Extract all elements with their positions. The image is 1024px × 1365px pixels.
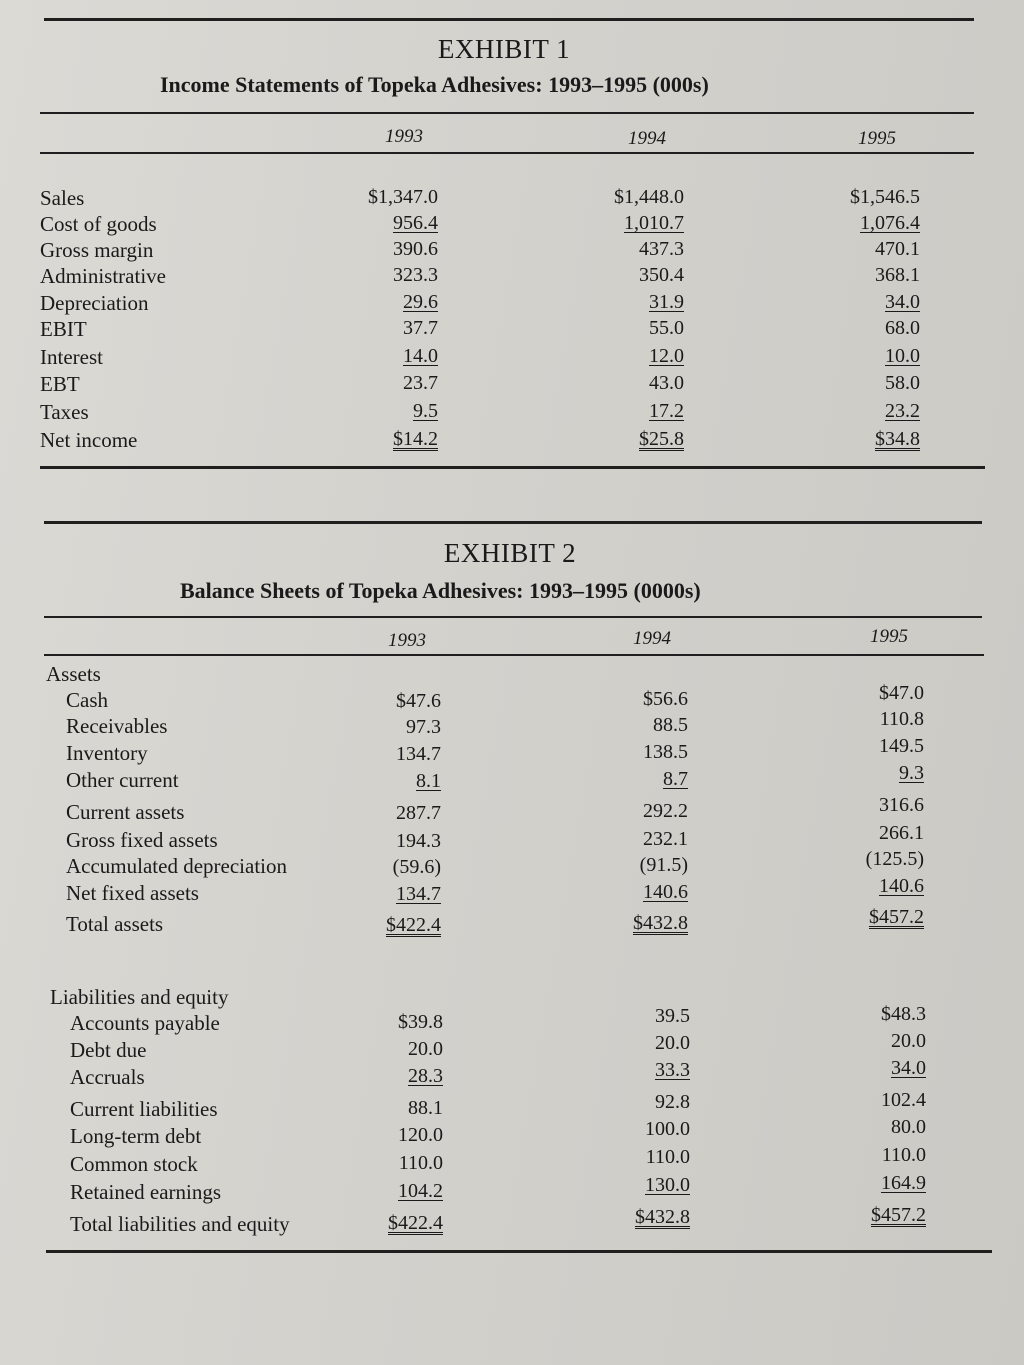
liabilities-heading: Liabilities and equity: [50, 985, 229, 1009]
value-cell-1993: $422.4: [388, 1212, 443, 1234]
value-cell-1995: (125.5): [865, 848, 924, 870]
value-cell-1993: $47.6: [396, 690, 441, 712]
value-cell-1995: 34.0: [891, 1057, 926, 1079]
value-cell-1993: 14.0: [403, 345, 438, 367]
exhibit1-subtitle-rule: [40, 112, 974, 114]
exhibit2-year-1993: 1993: [388, 630, 426, 651]
value-cell-1993: 8.1: [416, 770, 441, 792]
value-cell-1995: 20.0: [891, 1030, 926, 1052]
value-cell-1994: 17.2: [649, 400, 684, 422]
value-cell-1993: 104.2: [398, 1180, 443, 1202]
row-label: Retained earnings: [70, 1180, 222, 1204]
row-label: Net fixed assets: [66, 881, 199, 905]
value-cell-1994: 350.4: [639, 264, 684, 286]
exhibit1-year-1994: 1994: [628, 128, 666, 149]
exhibit2-bottom-rule: [46, 1250, 992, 1253]
value-cell-1993: $14.2: [393, 428, 438, 450]
value-cell-1993: 28.3: [408, 1065, 443, 1087]
value-cell-1995: $47.0: [879, 682, 924, 704]
value-cell-1994: 55.0: [649, 317, 684, 339]
value-cell-1993: 120.0: [398, 1124, 443, 1146]
row-label: Long-term debt: [70, 1124, 202, 1148]
value-cell-1994: 88.5: [653, 714, 688, 736]
value-cell-1994: 110.0: [645, 1146, 690, 1168]
value-cell-1995: 9.3: [899, 762, 924, 784]
row-label: Common stock: [70, 1152, 198, 1176]
row-label: Interest: [40, 345, 103, 369]
value-cell-1994: 31.9: [649, 291, 684, 313]
value-cell-1993: $39.8: [398, 1011, 443, 1033]
value-cell-1995: 58.0: [885, 372, 920, 394]
value-cell-1993: $1,347.0: [368, 186, 438, 208]
value-cell-1993: $422.4: [386, 914, 441, 936]
row-label: Cash: [66, 688, 108, 712]
value-cell-1994: $1,448.0: [614, 186, 684, 208]
value-cell-1995: $457.2: [869, 906, 924, 928]
row-label: Gross fixed assets: [66, 828, 218, 852]
value-cell-1993: (59.6): [392, 856, 441, 878]
value-cell-1994: 292.2: [643, 800, 688, 822]
value-cell-1993: 110.0: [398, 1152, 443, 1174]
row-label: Total assets: [66, 912, 164, 936]
value-cell-1995: 164.9: [881, 1172, 926, 1194]
row-label: Current liabilities: [70, 1097, 218, 1121]
value-cell-1995: 68.0: [885, 317, 920, 339]
value-cell-1995: 110.8: [879, 708, 924, 730]
value-cell-1995: 316.6: [879, 794, 924, 816]
value-cell-1995: $34.8: [875, 428, 920, 450]
exhibit1-top-rule: [44, 18, 974, 21]
value-cell-1993: 37.7: [403, 317, 438, 339]
value-cell-1995: 23.2: [885, 400, 920, 422]
value-cell-1994: 100.0: [645, 1118, 690, 1140]
value-cell-1993: 194.3: [396, 830, 441, 852]
value-cell-1994: (91.5): [639, 854, 688, 876]
value-cell-1994: 43.0: [649, 372, 684, 394]
value-cell-1993: 97.3: [406, 716, 441, 738]
value-cell-1993: 29.6: [403, 291, 438, 313]
value-cell-1994: 1,010.7: [624, 212, 684, 234]
value-cell-1994: 39.5: [655, 1005, 690, 1027]
row-label: Debt due: [70, 1038, 147, 1062]
exhibit1-title: EXHIBIT 1: [437, 34, 571, 64]
value-cell-1994: $432.8: [633, 912, 688, 934]
row-label: Gross margin: [40, 238, 154, 262]
value-cell-1994: 8.7: [663, 768, 688, 790]
row-label: Cost of goods: [40, 212, 157, 236]
value-cell-1993: 23.7: [403, 372, 438, 394]
row-label: Administrative: [40, 264, 166, 288]
exhibit2-header-rule: [44, 654, 984, 656]
value-cell-1993: 956.4: [393, 212, 438, 234]
value-cell-1995: 368.1: [875, 264, 920, 286]
exhibit2-subtitle-rule: [44, 616, 982, 618]
value-cell-1994: $432.8: [635, 1206, 690, 1228]
value-cell-1994: $56.6: [643, 688, 688, 710]
value-cell-1993: 287.7: [396, 802, 441, 824]
row-label: Receivables: [66, 714, 168, 738]
exhibit1-header-rule: [40, 152, 974, 154]
value-cell-1995: 470.1: [875, 238, 920, 260]
exhibit2-year-1994: 1994: [633, 628, 671, 649]
row-label: Accounts payable: [70, 1011, 220, 1035]
value-cell-1995: 266.1: [879, 822, 924, 844]
value-cell-1995: 149.5: [879, 735, 924, 757]
value-cell-1995: $1,546.5: [850, 186, 920, 208]
value-cell-1994: 437.3: [639, 238, 684, 260]
value-cell-1994: 92.8: [655, 1091, 690, 1113]
row-label: Accruals: [70, 1065, 145, 1089]
exhibit1-subtitle: Income Statements of Topeka Adhesives: 1993–1995 (000s): [160, 72, 709, 97]
value-cell-1994: 33.3: [655, 1059, 690, 1081]
value-cell-1995: 102.4: [881, 1089, 926, 1111]
value-cell-1995: $48.3: [881, 1003, 926, 1025]
exhibit1-year-1993: 1993: [385, 126, 423, 147]
value-cell-1995: 80.0: [891, 1116, 926, 1138]
row-label: Total liabilities and equity: [70, 1212, 290, 1236]
exhibit2-subtitle: Balance Sheets of Topeka Adhesives: 1993–1995 (0000s): [180, 578, 701, 603]
value-cell-1994: 12.0: [649, 345, 684, 367]
exhibit2-title: EXHIBIT 2: [443, 538, 577, 568]
exhibit1-bottom-rule: [40, 466, 985, 469]
row-label: Current assets: [66, 800, 185, 824]
value-cell-1993: 134.7: [396, 743, 441, 765]
value-cell-1995: 140.6: [879, 875, 924, 897]
row-label: Accumulated depreciation: [66, 854, 287, 878]
value-cell-1995: 110.0: [881, 1144, 926, 1166]
value-cell-1995: $457.2: [871, 1204, 926, 1226]
row-label: EBT: [40, 372, 80, 396]
row-label: Sales: [40, 186, 85, 210]
value-cell-1994: $25.8: [639, 428, 684, 450]
value-cell-1994: 20.0: [655, 1032, 690, 1054]
row-label: Other current: [66, 768, 179, 792]
value-cell-1994: 138.5: [643, 741, 688, 763]
value-cell-1995: 1,076.4: [860, 212, 920, 234]
row-label: Taxes: [40, 400, 89, 424]
row-label: Depreciation: [40, 291, 149, 315]
value-cell-1993: 390.6: [393, 238, 438, 260]
exhibit2-year-1995: 1995: [870, 626, 908, 647]
value-cell-1995: 10.0: [885, 345, 920, 367]
value-cell-1994: 130.0: [645, 1174, 690, 1196]
assets-heading: Assets: [46, 662, 101, 686]
row-label: Inventory: [66, 741, 148, 765]
exhibit2-top-rule: [44, 521, 982, 524]
value-cell-1994: 232.1: [643, 828, 688, 850]
row-label: EBIT: [40, 317, 87, 341]
value-cell-1993: 9.5: [413, 400, 438, 422]
value-cell-1993: 323.3: [393, 264, 438, 286]
value-cell-1995: 34.0: [885, 291, 920, 313]
row-label: Net income: [40, 428, 138, 452]
value-cell-1993: 20.0: [408, 1038, 443, 1060]
value-cell-1993: 134.7: [396, 883, 441, 905]
value-cell-1994: 140.6: [643, 881, 688, 903]
value-cell-1993: 88.1: [408, 1097, 443, 1119]
exhibit1-year-1995: 1995: [858, 128, 896, 149]
